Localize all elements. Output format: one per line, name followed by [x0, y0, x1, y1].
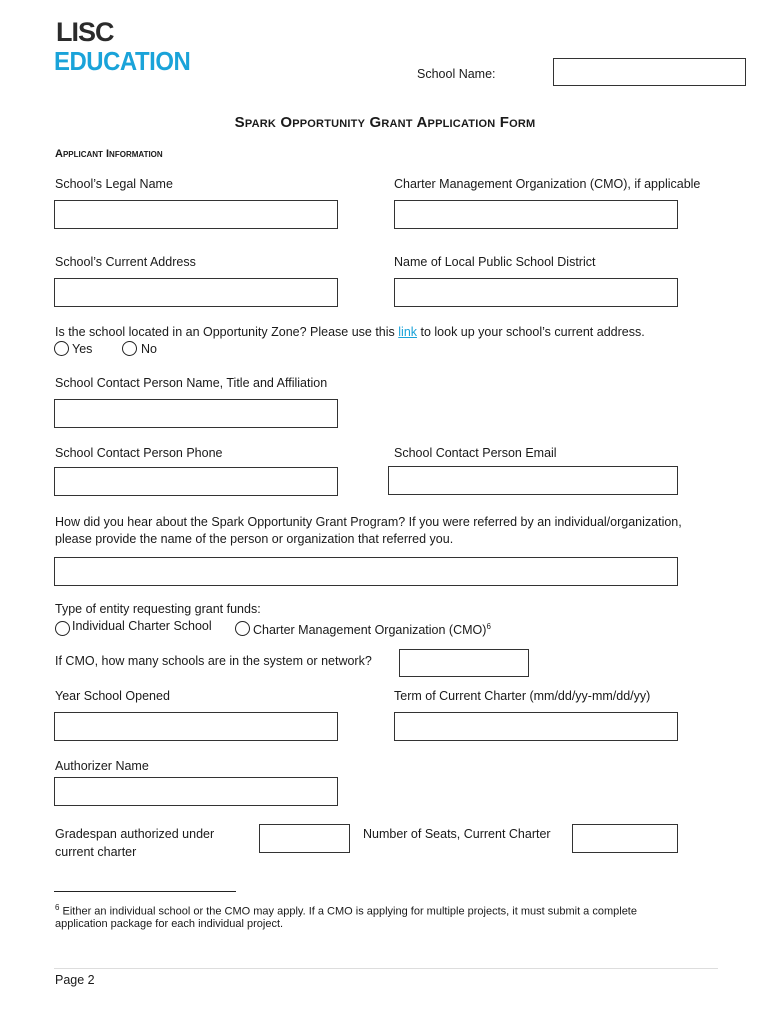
- entity-cmo-radio[interactable]: [235, 621, 250, 636]
- gradespan-label-line1: Gradespan authorized under: [55, 827, 215, 841]
- authorizer-label: Authorizer Name: [55, 759, 149, 773]
- legal-name-label: School’s Legal Name: [55, 177, 173, 191]
- charter-term-label: Term of Current Charter (mm/dd/yy-mm/dd/yy): [394, 689, 651, 703]
- oz-lookup-link[interactable]: link: [398, 325, 418, 339]
- referral-input[interactable]: [54, 557, 678, 586]
- school-name-input[interactable]: [553, 58, 746, 86]
- contact-phone-input[interactable]: [54, 467, 338, 496]
- cmo-schools-input[interactable]: [399, 649, 529, 677]
- contact-name-input[interactable]: [54, 399, 338, 428]
- entity-individual-radio[interactable]: [55, 621, 70, 636]
- district-label: Name of Local Public School District: [394, 255, 596, 269]
- charter-term-input[interactable]: [394, 712, 678, 741]
- contact-name-label: School Contact Person Name, Title and Affiliation: [55, 376, 328, 390]
- footnote-line2: application package for each individual project.: [55, 918, 284, 930]
- year-opened-input[interactable]: [54, 712, 338, 741]
- page-number: Page 2: [55, 973, 95, 987]
- opportunity-zone-question: [55, 324, 645, 341]
- seats-input[interactable]: [572, 824, 678, 853]
- contact-email-label: School Contact Person Email: [394, 446, 557, 460]
- oz-yes-label: Yes: [72, 342, 93, 356]
- cmo-label: Charter Management Organization (CMO), if applicable: [394, 177, 701, 191]
- district-input[interactable]: [394, 278, 678, 307]
- oz-question-before: Is the school located in an Opportunity Zone? Please use this: [55, 325, 399, 339]
- authorizer-input[interactable]: [54, 777, 338, 806]
- logo-lisc: LISC: [56, 17, 114, 47]
- gradespan-input[interactable]: [259, 824, 350, 853]
- seats-label: Number of Seats, Current Charter: [363, 827, 551, 841]
- address-label: School’s Current Address: [55, 255, 196, 269]
- oz-no-label: No: [141, 342, 157, 356]
- cmo-input[interactable]: [394, 200, 678, 229]
- cmo-schools-label: If CMO, how many schools are in the system or network?: [55, 654, 372, 668]
- entity-cmo-label: Charter Management Organization (CMO): [253, 623, 487, 638]
- oz-question-after: to look up your school’s current address.: [417, 325, 645, 339]
- logo-education: EDUCATION: [54, 46, 191, 76]
- footnote-ref: 6: [486, 622, 491, 631]
- referral-label-line2: please provide the name of the person or organization that referred you.: [55, 532, 454, 546]
- entity-cmo-label-wrap: [253, 618, 491, 639]
- school-name-label: School Name:: [417, 67, 496, 81]
- form-title: Spark Opportunity Grant Application Form: [234, 114, 536, 131]
- referral-label-line1: How did you hear about the Spark Opportunity Grant Program? If you were referred by an individual/organization,: [55, 515, 682, 529]
- oz-no-radio[interactable]: [122, 341, 137, 356]
- contact-email-input[interactable]: [388, 466, 678, 495]
- legal-name-input[interactable]: [54, 200, 338, 229]
- contact-phone-label: School Contact Person Phone: [55, 446, 223, 460]
- footnote-divider: [54, 891, 236, 892]
- section-heading: Applicant Information: [55, 148, 163, 160]
- footnote-line1: Either an individual school or the CMO may apply. If a CMO is applying for multiple projects, it must submit a complete: [59, 905, 637, 918]
- entity-type-label: Type of entity requesting grant funds:: [55, 602, 261, 616]
- year-opened-label: Year School Opened: [55, 689, 170, 703]
- gradespan-label-line2: current charter: [55, 845, 137, 859]
- footnote-number: 6: [55, 903, 60, 912]
- entity-individual-label: Individual Charter School: [72, 619, 212, 633]
- address-input[interactable]: [54, 278, 338, 307]
- page-footer-divider: [54, 968, 718, 969]
- oz-yes-radio[interactable]: [54, 341, 69, 356]
